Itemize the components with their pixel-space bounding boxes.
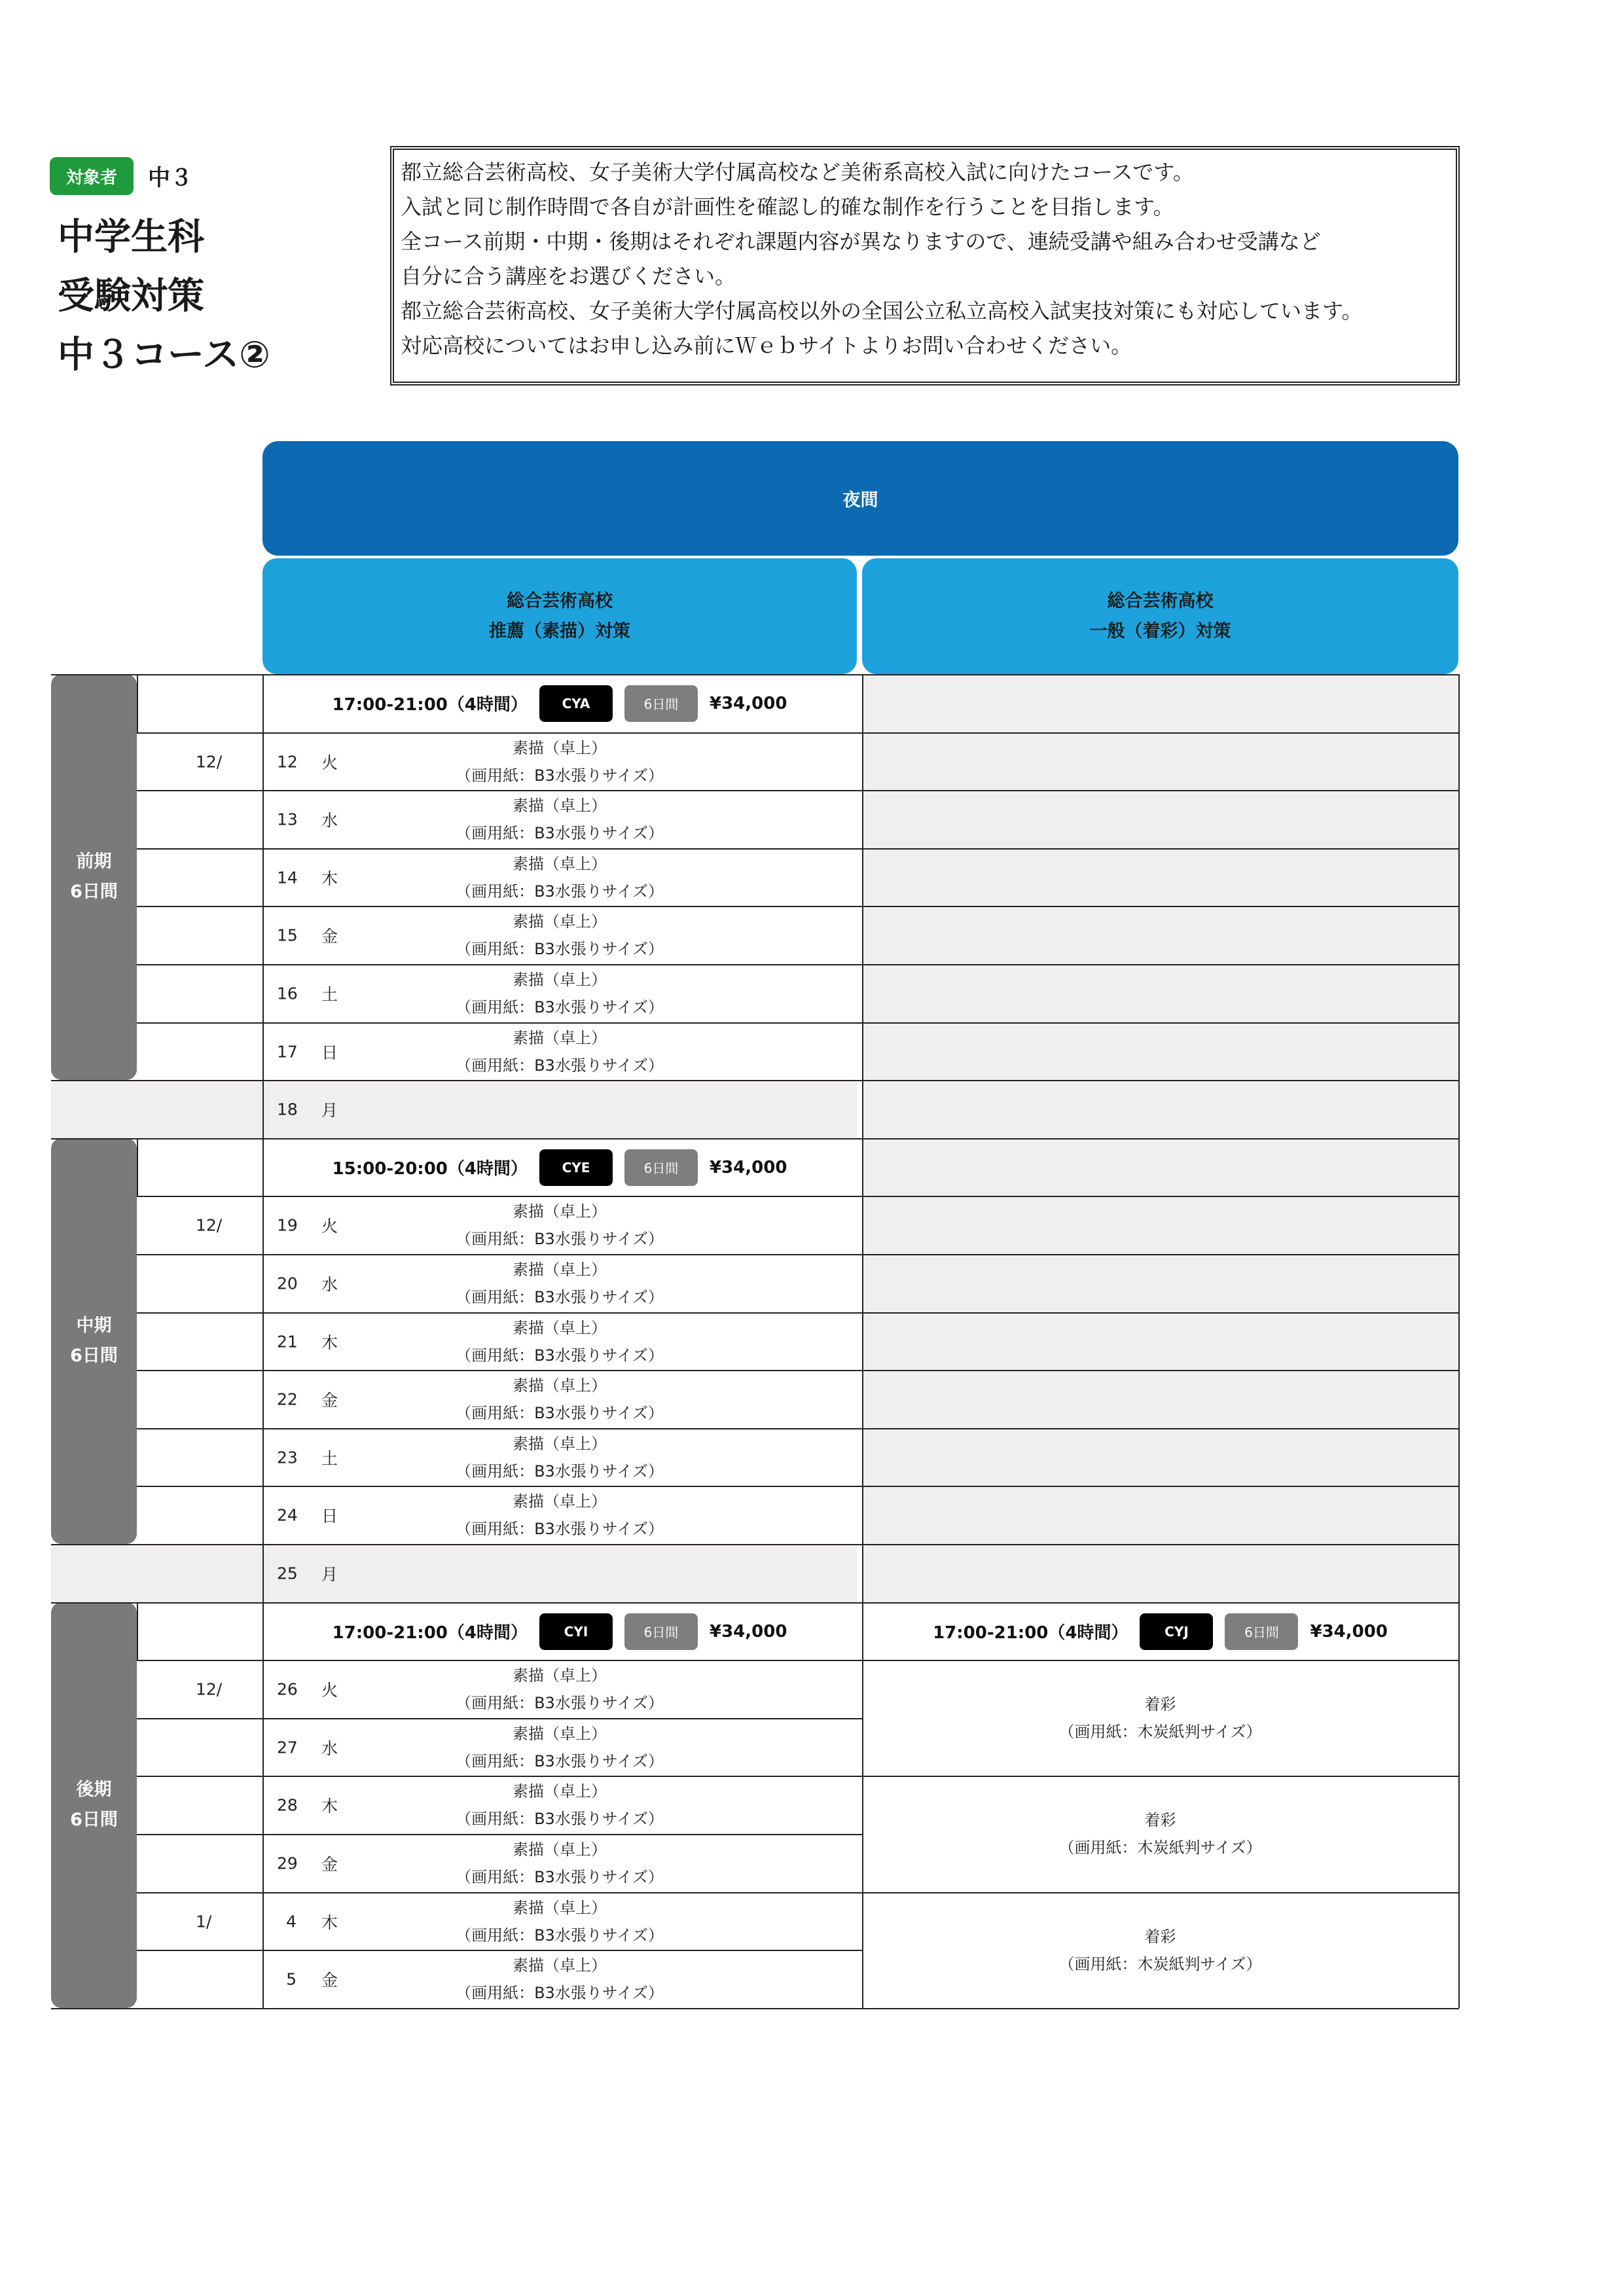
- date-day: 5: [286, 1969, 297, 1988]
- lesson-sketch: [262, 1950, 857, 2008]
- lesson-paper: （画用紙：B3水張りサイズ）: [456, 1056, 664, 1075]
- lesson-paper: （画用紙：B3水張りサイズ）: [456, 882, 664, 901]
- description-line: 都立総合芸術高校、女子美術大学付属高校以外の全国公立私立高校入試実技対策にも対応しています。: [401, 298, 1363, 323]
- grid-line: [862, 1776, 1459, 1777]
- date-month: 12/: [196, 752, 223, 771]
- date-weekday: 金: [321, 1854, 338, 1874]
- lesson-paper: （画用紙：B3水張りサイズ）: [456, 823, 664, 842]
- period-label: [51, 674, 137, 1080]
- grid-line: [862, 964, 1459, 965]
- date-weekday: 木: [321, 1912, 338, 1932]
- course-code-badge: CYE: [539, 1149, 613, 1186]
- grid-line: [137, 1776, 862, 1777]
- grade-label: 中３: [148, 165, 192, 191]
- grid-line: [862, 1892, 1459, 1893]
- grid-line: [137, 1254, 862, 1255]
- date-day: 16: [277, 984, 298, 1003]
- grid-line: [51, 1602, 862, 1604]
- lesson-color: [862, 1776, 1458, 1892]
- grid-line: [862, 906, 1459, 907]
- date-day: 28: [277, 1795, 298, 1814]
- grid-line: [137, 1022, 862, 1024]
- lesson-color: [862, 1892, 1458, 2008]
- title-line: 中３コース②: [58, 334, 270, 376]
- lesson-paper: （画用紙：B3水張りサイズ）: [456, 1519, 664, 1538]
- session-price: ¥34,000: [709, 1621, 787, 1641]
- date-day: 12: [277, 752, 298, 771]
- date-day: 17: [277, 1042, 298, 1061]
- grid-line: [862, 1022, 1459, 1024]
- grid-line: [137, 1312, 862, 1314]
- lesson-title: 着彩: [1144, 1810, 1176, 1829]
- lesson-sketch: [262, 1370, 857, 1428]
- lesson-title: 素描（卓上）: [513, 1840, 607, 1859]
- grid-line: [862, 1428, 1459, 1429]
- course-code-badge: CYA: [539, 685, 613, 722]
- break-row: [262, 1080, 857, 1138]
- lesson-sketch: [262, 1776, 857, 1834]
- date-month: 12/: [196, 1215, 223, 1234]
- grid-line: [51, 674, 862, 675]
- date-weekday: 火: [321, 1680, 338, 1700]
- date-weekday: 月: [321, 1100, 338, 1120]
- period-length: 6日間: [70, 882, 118, 902]
- lesson-title: 素描（卓上）: [513, 912, 607, 931]
- date-weekday: 月: [321, 1564, 338, 1584]
- grid-line: [137, 1718, 862, 1719]
- date-weekday: 水: [321, 1274, 338, 1294]
- session-price: ¥34,000: [709, 1157, 787, 1177]
- lesson-sketch: [262, 1254, 857, 1312]
- lesson-paper: （画用紙：B3水張りサイズ）: [456, 1346, 664, 1365]
- course-code-badge: CYI: [539, 1613, 613, 1650]
- period-label: [51, 1138, 137, 1544]
- lesson-title: 素描（卓上）: [513, 1782, 607, 1801]
- grid-line: [137, 906, 862, 907]
- session-time: 17:00-21:00（4時間）: [332, 1623, 528, 1643]
- session-time: 15:00-20:00（4時間）: [332, 1159, 528, 1179]
- session-price: ¥34,000: [709, 693, 787, 713]
- period-length: 6日間: [70, 1346, 118, 1366]
- lesson-title: 素描（卓上）: [513, 1492, 607, 1511]
- lesson-paper: （画用紙：木炭紙判サイズ）: [1058, 1722, 1262, 1741]
- session-info: [262, 1602, 857, 1660]
- date-weekday: 金: [321, 926, 338, 946]
- date-cell: [137, 1080, 338, 1138]
- lesson-title: 素描（卓上）: [513, 796, 607, 815]
- column-header-line: 総合芸術高校: [507, 590, 613, 611]
- grid-line: [862, 1486, 1459, 1487]
- date-day: 22: [277, 1390, 298, 1408]
- grid-line: [51, 1544, 862, 1545]
- date-day: 20: [277, 1274, 298, 1293]
- grid-line: [137, 1660, 862, 1661]
- period-name: 前期: [76, 852, 112, 872]
- date-cell: [137, 1544, 338, 1602]
- description-line: 自分に合う講座をお選びください。: [401, 264, 736, 289]
- date-day: 25: [277, 1564, 298, 1583]
- date-day: 14: [277, 868, 298, 887]
- lesson-sketch: [262, 732, 857, 791]
- lesson-title: 素描（卓上）: [513, 854, 607, 873]
- session-time: 17:00-21:00（4時間）: [332, 695, 528, 715]
- lesson-sketch: [262, 906, 857, 964]
- grid-line: [862, 674, 1459, 675]
- date-day: 18: [277, 1100, 298, 1119]
- lesson-title: 素描（卓上）: [513, 1434, 607, 1453]
- duration-badge: 6日間: [624, 1149, 698, 1186]
- grid-line: [137, 1428, 862, 1429]
- column-header-line: 推薦（素描）対策: [489, 620, 630, 641]
- date-day: 26: [277, 1679, 298, 1698]
- date-weekday: 水: [321, 1738, 338, 1758]
- lesson-sketch: [262, 790, 857, 848]
- session-info: [262, 674, 857, 732]
- lesson-paper: （画用紙：B3水張りサイズ）: [456, 1229, 664, 1248]
- grid-line: [137, 674, 138, 732]
- lesson-title: 素描（卓上）: [513, 1724, 607, 1743]
- date-weekday: 木: [321, 1333, 338, 1352]
- session-price: ¥34,000: [1310, 1621, 1388, 1641]
- grid-line: [862, 1080, 1459, 1081]
- session-info: [262, 1138, 857, 1196]
- grid-line: [862, 1196, 1459, 1197]
- grid-line: [862, 1138, 1459, 1139]
- lesson-paper: （画用紙：B3水張りサイズ）: [456, 1983, 664, 2002]
- lesson-title: 素描（卓上）: [513, 1260, 607, 1279]
- lesson-title: 素描（卓上）: [513, 1318, 607, 1337]
- description-line: 都立総合芸術高校、女子美術大学付属高校など美術系高校入試に向けたコースです。: [401, 160, 1194, 185]
- date-weekday: 金: [321, 1970, 338, 1990]
- grid-line: [862, 848, 1459, 850]
- grid-line: [51, 1138, 862, 1139]
- date-day: 24: [277, 1505, 298, 1524]
- period-length: 6日間: [70, 1810, 118, 1830]
- lesson-title: 着彩: [1144, 1695, 1176, 1713]
- grid-line: [137, 964, 862, 965]
- date-weekday: 木: [321, 1796, 338, 1816]
- grid-line: [51, 2008, 862, 2009]
- lesson-title: 素描（卓上）: [513, 1898, 607, 1917]
- grid-line: [862, 674, 863, 2008]
- lesson-sketch: [262, 964, 857, 1022]
- lesson-title: 素描（卓上）: [513, 970, 607, 989]
- lesson-sketch: [262, 1718, 857, 1776]
- lesson-sketch: [262, 848, 857, 906]
- lesson-paper: （画用紙：B3水張りサイズ）: [456, 1693, 664, 1712]
- grid-line: [862, 790, 1459, 791]
- lesson-title: 素描（卓上）: [513, 1666, 607, 1685]
- lesson-paper: （画用紙：B3水張りサイズ）: [456, 766, 664, 785]
- lesson-paper: （画用紙：B3水張りサイズ）: [456, 1462, 664, 1480]
- date-weekday: 日: [321, 1506, 338, 1526]
- duration-badge: 6日間: [624, 1613, 698, 1650]
- session-info: [862, 1602, 1458, 1660]
- lesson-sketch: [262, 1022, 857, 1081]
- date-weekday: 金: [321, 1390, 338, 1410]
- grid-line: [137, 1950, 862, 1951]
- grid-line: [862, 1602, 1459, 1604]
- date-weekday: 火: [321, 753, 338, 772]
- date-day: 19: [277, 1215, 298, 1234]
- lesson-paper: （画用紙：B3水張りサイズ）: [456, 997, 664, 1016]
- grid-line: [862, 1544, 1459, 1545]
- grid-line: [51, 1080, 862, 1081]
- date-weekday: 火: [321, 1216, 338, 1236]
- lesson-title: 素描（卓上）: [513, 1376, 607, 1395]
- session-time: 17:00-21:00（4時間）: [933, 1623, 1128, 1643]
- schedule-table: [51, 674, 1458, 2032]
- date-weekday: 水: [321, 810, 338, 830]
- lesson-title: 素描（卓上）: [513, 1202, 607, 1221]
- description-line: 入試と同じ制作時間で各自が計画性を確認し的確な制作を行うことを目指します。: [401, 194, 1174, 219]
- grid-line: [862, 2008, 1459, 2009]
- grid-line: [137, 1892, 862, 1893]
- target-tag: 対象者: [50, 157, 134, 195]
- period-name: 中期: [76, 1316, 112, 1336]
- lesson-sketch: [262, 1486, 857, 1544]
- page-title: [58, 208, 270, 385]
- duration-badge: 6日間: [1225, 1613, 1298, 1650]
- night-header: 夜間: [262, 441, 1458, 556]
- lesson-paper: （画用紙：木炭紙判サイズ）: [1058, 1954, 1262, 1973]
- column-header-line: 総合芸術高校: [1107, 590, 1214, 611]
- date-day: 15: [277, 925, 298, 944]
- grid-line: [862, 1370, 1459, 1371]
- date-day: 23: [277, 1448, 298, 1467]
- date-month: 12/: [196, 1679, 223, 1698]
- grid-line: [137, 790, 862, 791]
- grid-line: [137, 1370, 862, 1371]
- title-line: 受験対策: [58, 275, 204, 317]
- grid-line: [862, 1254, 1459, 1255]
- date-month: 1/: [196, 1912, 212, 1931]
- grid-line: [862, 1660, 1459, 1661]
- date-day: 4: [286, 1912, 297, 1931]
- date-weekday: 土: [321, 1448, 338, 1468]
- date-day: 29: [277, 1854, 298, 1873]
- grid-line: [137, 1486, 862, 1487]
- lesson-sketch: [262, 1196, 857, 1254]
- column-header-recommendation: [262, 558, 857, 674]
- date-day: 21: [277, 1332, 298, 1351]
- lesson-sketch: [262, 1834, 857, 1892]
- lesson-color: [862, 1660, 1458, 1776]
- column-header-general: [862, 558, 1458, 674]
- grid-line: [137, 1834, 862, 1835]
- date-day: 13: [277, 810, 298, 829]
- lesson-title: 素描（卓上）: [513, 738, 607, 757]
- lesson-sketch: [262, 1428, 857, 1486]
- lesson-paper: （画用紙：B3水張りサイズ）: [456, 1809, 664, 1828]
- grid-line: [262, 674, 264, 2008]
- lesson-paper: （画用紙：B3水張りサイズ）: [456, 1403, 664, 1422]
- date-weekday: 木: [321, 869, 338, 888]
- duration-badge: 6日間: [624, 685, 698, 722]
- period-name: 後期: [76, 1780, 112, 1800]
- lesson-paper: （画用紙：B3水張りサイズ）: [456, 939, 664, 958]
- lesson-sketch: [262, 1892, 857, 1950]
- period-label: [51, 1602, 137, 2008]
- lesson-title: 着彩: [1144, 1927, 1176, 1946]
- lesson-paper: （画用紙：B3水張りサイズ）: [456, 1751, 664, 1770]
- lesson-paper: （画用紙：B3水張りサイズ）: [456, 1287, 664, 1306]
- title-line: 中学生科: [58, 216, 204, 259]
- grid-line: [137, 1602, 138, 1660]
- grid-line: [137, 1196, 862, 1197]
- course-code-badge: CYJ: [1140, 1613, 1213, 1650]
- grid-line: [862, 732, 1459, 734]
- date-weekday: 土: [321, 984, 338, 1004]
- lesson-sketch: [262, 1660, 857, 1718]
- grid-line: [862, 1312, 1459, 1314]
- grid-line: [137, 732, 862, 734]
- break-row: [262, 1544, 857, 1602]
- date-day: 27: [277, 1738, 298, 1757]
- grid-line: [137, 848, 862, 850]
- lesson-paper: （画用紙：B3水張りサイズ）: [456, 1867, 664, 1886]
- grid-line: [1458, 674, 1460, 2008]
- description-line: 全コース前期・中期・後期はそれぞれ課題内容が異なりますので、連続受講や組み合わせ受講など: [401, 229, 1321, 254]
- lesson-title: 素描（卓上）: [513, 1956, 607, 1975]
- lesson-title: 素描（卓上）: [513, 1028, 607, 1047]
- lesson-paper: （画用紙：木炭紙判サイズ）: [1058, 1838, 1262, 1857]
- date-weekday: 日: [321, 1043, 338, 1062]
- lesson-paper: （画用紙：B3水張りサイズ）: [456, 1926, 664, 1945]
- course-description: [390, 146, 1460, 386]
- grid-line: [137, 1138, 138, 1196]
- column-header-line: 一般（着彩）対策: [1089, 620, 1231, 641]
- lesson-sketch: [262, 1312, 857, 1371]
- description-line: 対応高校についてはお申し込み前にＷｅｂサイトよりお問い合わせください。: [401, 333, 1132, 358]
